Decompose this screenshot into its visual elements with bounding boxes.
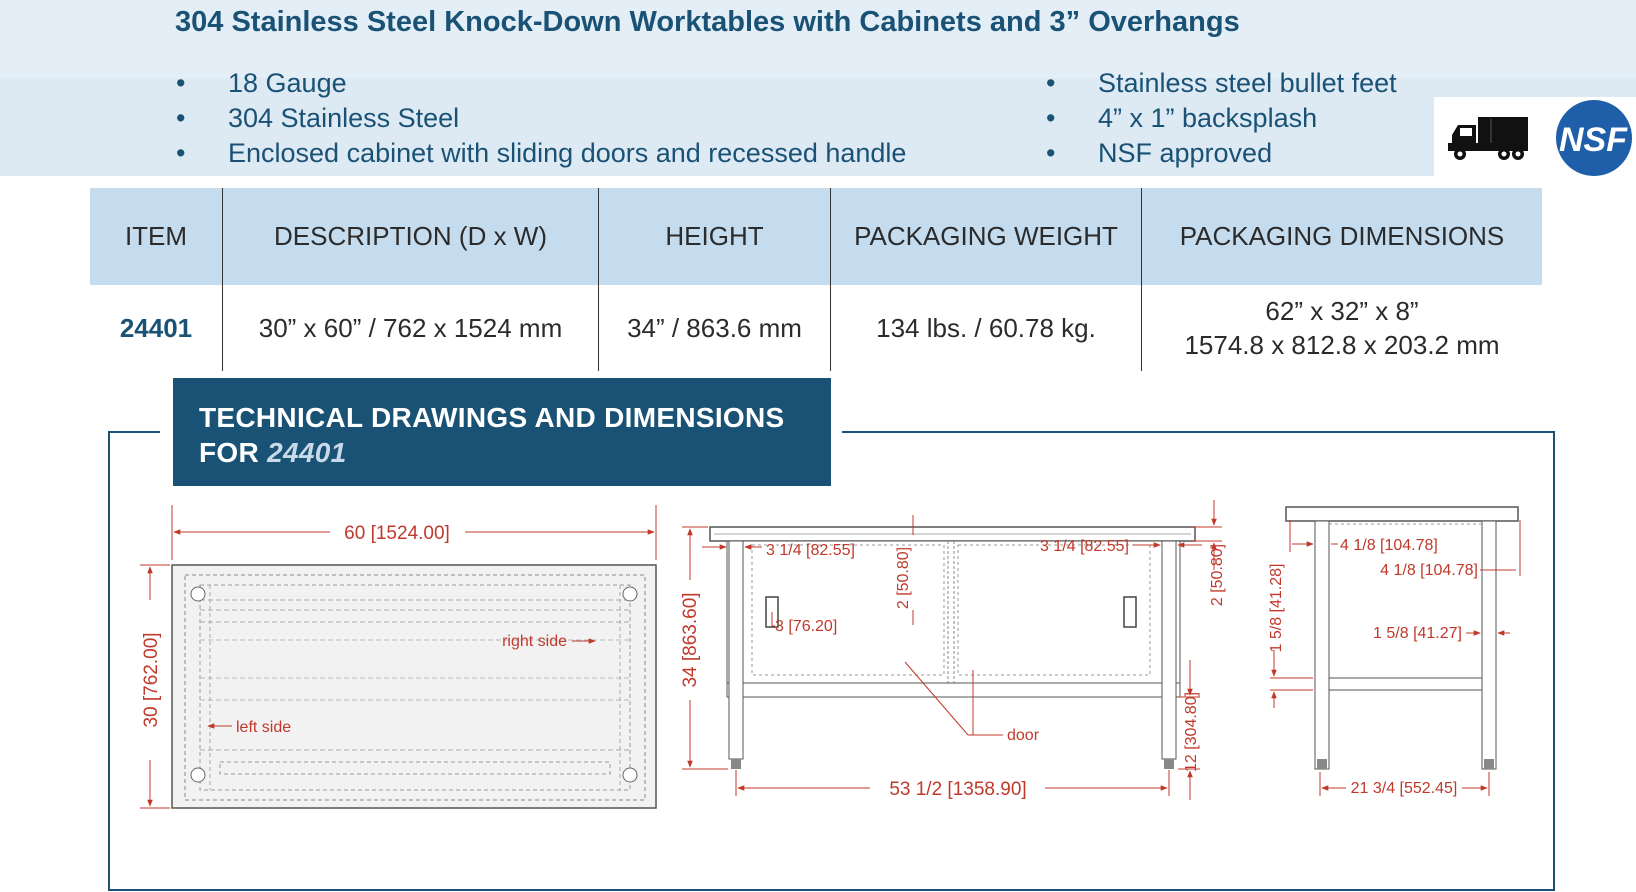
front-view-drawing (680, 500, 1226, 800)
column-header: DESCRIPTION (D x W) (223, 188, 599, 285)
heading-item-number: 24401 (267, 437, 347, 468)
bullet-icon: • (176, 68, 186, 98)
spec-table (90, 188, 1542, 371)
bullet-icon: • (176, 138, 186, 168)
bullet-icon: • (1046, 68, 1056, 98)
column-header: ITEM (90, 188, 223, 285)
top-depth-label: 30 [762.00] (141, 632, 162, 728)
page-title: 304 Stainless Steel Knock-Down Worktables with Cabinets and 3” Overhangs (175, 6, 1240, 38)
bullet-icon: • (176, 103, 186, 133)
side-width-label: 21 3/4 [552.45] (1350, 780, 1458, 797)
column-header: PACKAGING WEIGHT (831, 188, 1142, 285)
feature-item: • 304 Stainless Steel (176, 101, 906, 136)
front-center-label: 2 [50.80] (895, 546, 912, 610)
technical-heading: TECHNICAL DRAWINGS AND DIMENSIONS FOR 24401 (173, 378, 831, 486)
feature-item: • 4” x 1” backsplash (1046, 101, 1397, 136)
front-width-label: 53 1/2 [1358.90] (889, 779, 1027, 800)
front-handle-label: 3 [76.20] (775, 618, 838, 635)
item-number: 24401 (119, 313, 193, 343)
feature-item: • 18 Gauge (176, 66, 906, 101)
feature-item: • NSF approved (1046, 136, 1397, 171)
height-cell: 34” / 863.6 mm (599, 285, 831, 371)
truck-icon (1446, 113, 1530, 163)
column-header: HEIGHT (599, 188, 831, 285)
side-view-drawing (1268, 507, 1520, 797)
front-offset-left-label: 3 1/4 [82.55] (766, 542, 855, 559)
bullet-icon: • (1046, 103, 1056, 133)
bullet-icon: • (1046, 138, 1056, 168)
side-offset-1-label: 4 1/8 [104.78] (1340, 537, 1438, 554)
front-door-label: door (1007, 727, 1040, 744)
dimensions-cell: 62” x 32” x 8” 1574.8 x 812.8 x 203.2 mm (1142, 285, 1543, 371)
side-shelf-1-label: 1 5/8 [41.28] (1268, 563, 1285, 653)
weight-cell: 134 lbs. / 60.78 kg. (831, 285, 1142, 371)
top-width-label: 60 [1524.00] (344, 523, 450, 544)
description-cell: 30” x 60” / 762 x 1524 mm (223, 285, 599, 371)
feature-item: • Enclosed cabinet with sliding doors and recessed handle (176, 136, 906, 171)
side-shelf-2-label: 1 5/8 [41.27] (1373, 625, 1462, 642)
front-shelf-label: 12 [304.80] (1183, 691, 1200, 773)
nsf-logo-text: NSF (1559, 121, 1627, 159)
table-header-row (90, 188, 1542, 285)
feature-item: • Stainless steel bullet feet (1046, 66, 1397, 101)
column-header: PACKAGING DIMENSIONS (1142, 188, 1543, 285)
top-view-drawing (140, 505, 656, 808)
feature-list-right (1046, 66, 1397, 171)
side-offset-2-label: 4 1/8 [104.78] (1380, 562, 1478, 579)
front-offset-right-label: 3 1/4 [82.55] (1040, 538, 1129, 555)
table-row (90, 285, 1542, 371)
technical-drawings (110, 500, 1530, 820)
nsf-logo (1554, 99, 1634, 177)
left-side-label: left side (236, 719, 292, 736)
front-top-label: 2 [50.80] (1209, 543, 1226, 607)
right-side-label: right side (502, 633, 567, 650)
feature-list-left (176, 66, 906, 171)
front-height-label: 34 [863.60] (680, 592, 701, 688)
